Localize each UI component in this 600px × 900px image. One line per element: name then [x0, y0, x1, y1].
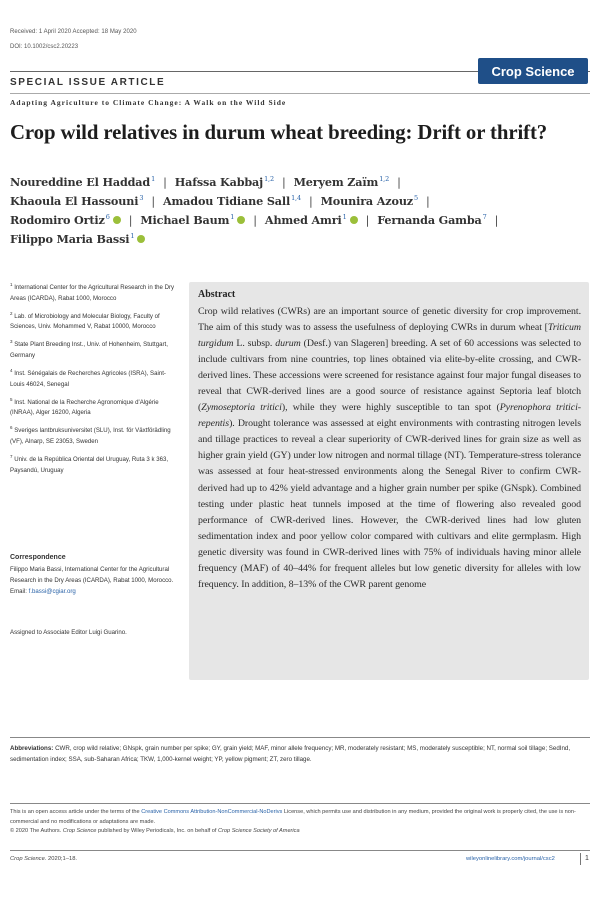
author-name[interactable]: Meryem Zaïm — [293, 175, 379, 189]
orcid-icon[interactable] — [350, 216, 358, 224]
author-affiliation[interactable]: 1 — [230, 213, 235, 221]
author-name[interactable]: Michael Baum — [140, 213, 230, 227]
affiliation-item: $^2$ Lab. of Microbiology and Molecular Biology, Faculty of Sciences, Univ. Mohammed V, Rabat 10000, Morocco — [10, 310, 160, 331]
author-separator: | — [128, 214, 133, 227]
author-separator: | — [308, 195, 313, 208]
footer-rule — [10, 850, 590, 851]
license-text: This is an open access article under the terms of the Creative Commons Attribution-NonCommercial-NoDerivs License, which permits use and distribution in any medium, provided the original work is properly cited, the use is non-commercial and no modifications or adaptations are made. © 2020 The Authors. Crop Science published by Wiley Periodicals, Inc. on behalf of Crop Science Society of America — [10, 809, 576, 835]
author-separator: | — [151, 195, 155, 208]
orcid-icon[interactable] — [237, 216, 245, 224]
assigned-editor: Assigned to Associate Editor Luigi Guarino. — [10, 629, 127, 636]
special-issue-title: Adapting Agriculture to Climate Change: A Walk on the Wild Side — [10, 98, 287, 107]
author-name[interactable]: Fernanda Gamba — [377, 213, 482, 227]
author-affiliation[interactable]: 1 — [151, 175, 156, 183]
author-affiliation[interactable]: 5 — [414, 194, 419, 202]
abbreviations-rule — [10, 737, 590, 738]
affiliation-item: $^7$ Univ. de la República Oriental del Uruguay, Ruta 3 k 363, Paysandú, Uruguay — [10, 453, 169, 474]
author-separator: | — [494, 214, 499, 227]
affiliation-item: $^5$ Inst. National de la Recherche Agronomique d'Algérie (INRAA), Alger 16200, Algeria — [10, 396, 159, 417]
journal-url-link[interactable]: wileyonlinelibrary.com/journal/csc2 — [466, 856, 555, 862]
author-affiliation[interactable]: 7 — [482, 213, 487, 221]
correspondence-heading: Correspondence — [10, 554, 66, 561]
affiliation-item: $^6$ Sveriges lantbruksuniversitet (SLU), Inst. för Växtförädling (VF), Alnarp, SE 23053, Sweden — [10, 425, 171, 445]
author-affiliation[interactable]: 3 — [139, 194, 144, 202]
email-link[interactable]: f.bassi@cgiar.org — [28, 587, 76, 595]
author-separator: | — [397, 176, 401, 189]
article-type: SPECIAL ISSUE ARTICLE — [10, 77, 166, 88]
orcid-icon[interactable] — [137, 235, 145, 243]
license-link[interactable]: Creative Commons Attribution-NonCommercial-NoDerivs — [141, 809, 283, 815]
author-separator: | — [281, 176, 286, 189]
affiliation-item: $^1$ International Center for the Agricultural Research in the Dry Areas (ICARDA), Rabat 1000, Morocco — [10, 282, 175, 302]
correspondence-text: Filippo Maria Bassi, International Center for the Agricultural Research in the Dry Areas (ICARDA), Rabat 1000, Morocco. Email: f.bassi@cgiar.org — [10, 566, 174, 595]
author-affiliation[interactable]: 1,2 — [379, 175, 390, 183]
author-name[interactable]: Hafssa Kabbaj — [174, 175, 264, 189]
author-name[interactable]: Ahmed Amri — [264, 213, 342, 227]
affiliation-item: $^3$ State Plant Breeding Inst., Univ. of Hohenheim, Stuttgart, Germany — [10, 339, 168, 360]
author-line — [10, 232, 145, 246]
author-line — [10, 194, 438, 208]
author-affiliation[interactable]: 1,2 — [264, 175, 274, 183]
author-affiliation[interactable]: 6 — [105, 213, 110, 221]
author-affiliation[interactable]: 1 — [342, 213, 347, 221]
author-name[interactable]: Khaoula El Hassouni — [10, 194, 139, 208]
footer-citation: Crop Science. 2020;1–18. — [10, 856, 78, 862]
affiliation-item: $^4$ Inst. Sénégalais de Recherches Agricoles (ISRA), Saint-Louis 46024, Senegal — [10, 367, 166, 388]
license-rule — [10, 803, 590, 804]
abstract-text: Crop wild relatives (CWRs) are an important source of genetic diversity for crop improvement. The aim of this study was to assess the usefulness of deploying CWRs in durum wheat [Triticum turgidum L. subsp. durum (Desf.) van Slageren] breeding. A set of 60 accessions was selected to include cultivars from nine countries, top lines obtained via elite-by-elite crossing, and CWR-derived lines. These accessions were screened for resistance against four major fungal diseases to reveal that CWR-derived lines are a good source of resistance against Septoria leaf blotch (Zymoseptoria tritici), while they were highly susceptible to tan spot (Pyrenophora tritici-repentis). Drought tolerance was assessed at eight environments with contrasting nitrogen levels and tillage practices to reveal a clear superiority of CWR-derived lines for grain size as well as higher grain yield (GY) under low nitrogen and normal tillage (NT). Temperature-stress tolerance was assessed at four heat-stressed environments along the Senegal River to confirm CWR-derived had up to 42% yield advantage and a higher grain number per spike (GNspk). Combined testing under plastic heat tunnels imposed at the time of flowering also revealed good performance of CWR-derived lines. However, the CWR-derived lines had low gluten sedimentation index and poor yellow color compared with cultivars and elite germplasm. High genetic diversity was found in CWR-derived lines with 75% of individuals having minor allele frequency (MAF) of 40–44% for frequent alleles but low genetic diversity for alleles with low frequency. In addition, 8–13% of the CWR parent genome — [198, 306, 582, 590]
author-affiliation[interactable]: 1,4 — [291, 194, 301, 202]
abbreviations: Abbreviations: CWR, crop wild relative; GNspk, grain number per spike; GY, grain yield; MAF, minor allele frequency; MR, moderately resistant; MS, moderately susceptible; NT, normal soil tillage; SedInd, sedimentation index; SSA, sub-Saharan Africa; TKW, 1,000-kernel weight; YP, yellow pigment; ZT, zero tillage. — [10, 745, 571, 763]
affiliations — [10, 280, 178, 480]
author-affiliation[interactable]: 1 — [130, 232, 135, 240]
received-accepted-dates: Received: 1 April 2020 Accepted: 18 May 2020 — [10, 29, 137, 35]
author-name[interactable]: Filippo Maria Bassi — [10, 232, 130, 246]
author-name[interactable]: Noureddine El Haddad — [10, 175, 151, 189]
page-number: 1 — [585, 855, 589, 862]
article-title: Crop wild relatives in durum wheat breeding: Drift or thrift? — [10, 121, 548, 144]
doi: DOI: 10.1002/csc2.20223 — [10, 44, 79, 50]
author-name[interactable]: Mounira Azouz — [320, 194, 414, 208]
author-separator: | — [253, 214, 257, 227]
orcid-icon[interactable] — [113, 216, 121, 224]
author-separator: | — [163, 176, 167, 189]
author-separator: | — [365, 214, 370, 227]
author-line — [10, 213, 506, 227]
special-issue-rule — [10, 93, 590, 94]
journal-badge[interactable]: Crop Science — [478, 58, 588, 84]
author-line — [10, 175, 409, 189]
abstract-heading: Abstract — [198, 289, 236, 300]
author-name[interactable]: Amadou Tidiane Sall — [162, 194, 291, 208]
footer-divider — [580, 853, 581, 865]
author-separator: | — [426, 195, 430, 208]
author-name[interactable]: Rodomiro Ortiz — [10, 213, 105, 227]
